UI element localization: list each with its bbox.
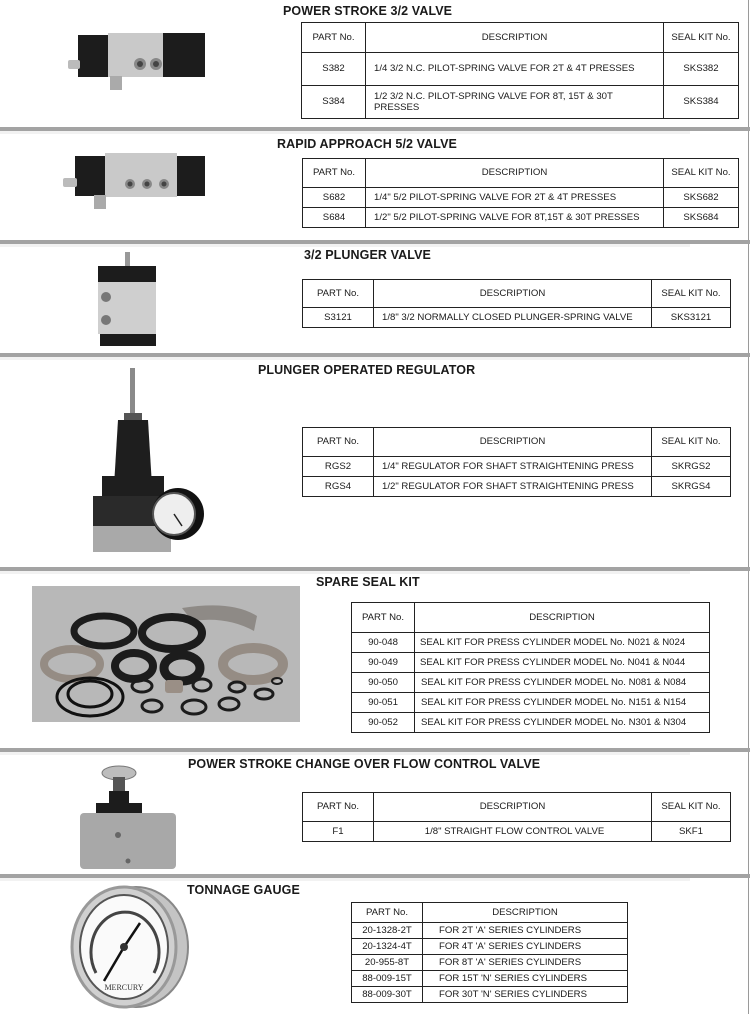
description-cell: 1/4" 5/2 PILOT-SPRING VALVE FOR 2T & 4T PRESSES bbox=[366, 188, 664, 208]
seal-kit-cell: SKS3121 bbox=[652, 308, 731, 328]
description-cell: FOR 4T 'A' SERIES CYLINDERS bbox=[423, 939, 628, 955]
plunger-valve-photo bbox=[92, 252, 162, 352]
seal-kit-table bbox=[351, 602, 710, 733]
description-cell: SEAL KIT FOR PRESS CYLINDER MODEL No. N081 & N084 bbox=[415, 673, 710, 693]
section-title: SPARE SEAL KIT bbox=[316, 575, 420, 589]
pressure-gauge-photo bbox=[66, 885, 191, 1010]
description-cell: 1/4" REGULATOR FOR SHAFT STRAIGHTENING PRESS bbox=[374, 457, 652, 477]
section-title: PLUNGER OPERATED REGULATOR bbox=[258, 363, 476, 377]
section-title: TONNAGE GAUGE bbox=[187, 883, 300, 897]
section-divider bbox=[0, 567, 750, 571]
tonnage-gauge-table bbox=[351, 902, 628, 1003]
description-cell: FOR 2T 'A' SERIES CYLINDERS bbox=[423, 923, 628, 939]
table-row bbox=[303, 477, 731, 497]
pilot-valve-3-2-photo bbox=[68, 30, 208, 100]
header-seal-kit: SEAL KIT No. bbox=[652, 280, 731, 308]
header-description: DESCRIPTION bbox=[366, 23, 664, 53]
part-no-cell: 88-009-30T bbox=[352, 987, 423, 1003]
seal-kit-cell: SKF1 bbox=[652, 822, 731, 842]
header-part-no: PART No. bbox=[352, 903, 423, 923]
seal-kit-photo bbox=[32, 586, 300, 722]
header-part-no: PART No. bbox=[303, 159, 366, 188]
section-divider bbox=[0, 127, 750, 131]
part-no-cell: S3121 bbox=[303, 308, 374, 328]
table-row bbox=[352, 693, 710, 713]
part-no-cell: RGS4 bbox=[303, 477, 374, 497]
part-no-cell: RGS2 bbox=[303, 457, 374, 477]
header-description: DESCRIPTION bbox=[374, 280, 652, 308]
table-row bbox=[352, 713, 710, 733]
flow-control-valve-photo bbox=[78, 765, 178, 870]
table-row bbox=[303, 457, 731, 477]
header-part-no: PART No. bbox=[303, 280, 374, 308]
section-title: RAPID APPROACH 5/2 VALVE bbox=[277, 137, 457, 151]
part-no-cell: 20-1324-4T bbox=[352, 939, 423, 955]
product-table bbox=[302, 792, 731, 842]
product-table bbox=[301, 22, 739, 119]
header-description: DESCRIPTION bbox=[374, 428, 652, 457]
description-cell: SEAL KIT FOR PRESS CYLINDER MODEL No. N301 & N304 bbox=[415, 713, 710, 733]
header-description: DESCRIPTION bbox=[415, 603, 710, 633]
description-cell: FOR 15T 'N' SERIES CYLINDERS bbox=[423, 971, 628, 987]
header-part-no: PART No. bbox=[303, 793, 374, 822]
header-seal-kit: SEAL KIT No. bbox=[652, 793, 731, 822]
part-no-cell: 90-048 bbox=[352, 633, 415, 653]
seal-kit-cell: SKS682 bbox=[664, 188, 739, 208]
header-part-no: PART No. bbox=[303, 428, 374, 457]
table-row bbox=[303, 822, 731, 842]
description-cell: 1/2" REGULATOR FOR SHAFT STRAIGHTENING PRESS bbox=[374, 477, 652, 497]
table-row bbox=[303, 208, 739, 228]
seal-kit-cell: SKRGS4 bbox=[652, 477, 731, 497]
regulator-photo bbox=[90, 368, 215, 553]
table-row bbox=[352, 633, 710, 653]
seal-kit-cell: SKS684 bbox=[664, 208, 739, 228]
part-no-cell: 90-052 bbox=[352, 713, 415, 733]
part-no-cell: 88-009-15T bbox=[352, 971, 423, 987]
header-description: DESCRIPTION bbox=[374, 793, 652, 822]
description-cell: 1/4 3/2 N.C. PILOT-SPRING VALVE FOR 2T & 4T PRESSES bbox=[366, 53, 664, 86]
part-no-cell: 90-051 bbox=[352, 693, 415, 713]
header-seal-kit: SEAL KIT No. bbox=[664, 23, 739, 53]
part-no-cell: S384 bbox=[302, 86, 366, 119]
header-part-no: PART No. bbox=[352, 603, 415, 633]
section-divider bbox=[0, 240, 750, 244]
part-no-cell: S382 bbox=[302, 53, 366, 86]
part-no-cell: S682 bbox=[303, 188, 366, 208]
seal-kit-cell: SKRGS2 bbox=[652, 457, 731, 477]
part-no-cell: F1 bbox=[303, 822, 374, 842]
header-seal-kit: SEAL KIT No. bbox=[664, 159, 739, 188]
section-divider bbox=[0, 353, 750, 357]
part-no-cell: 20-1328-2T bbox=[352, 923, 423, 939]
table-row bbox=[352, 987, 628, 1003]
page-edge-line bbox=[748, 0, 749, 1014]
table-row bbox=[303, 308, 731, 328]
header-seal-kit: SEAL KIT No. bbox=[652, 428, 731, 457]
seal-kit-cell: SKS384 bbox=[664, 86, 739, 119]
part-no-cell: S684 bbox=[303, 208, 366, 228]
table-row bbox=[303, 188, 739, 208]
description-cell: 1/2" 5/2 PILOT-SPRING VALVE FOR 8T,15T & 30T PRESSES bbox=[366, 208, 664, 228]
header-description: DESCRIPTION bbox=[366, 159, 664, 188]
product-table bbox=[302, 158, 739, 228]
part-no-cell: 90-049 bbox=[352, 653, 415, 673]
description-cell: FOR 30T 'N' SERIES CYLINDERS bbox=[423, 987, 628, 1003]
seal-kit-cell: SKS382 bbox=[664, 53, 739, 86]
part-no-cell: 90-050 bbox=[352, 673, 415, 693]
table-row bbox=[352, 971, 628, 987]
description-cell: SEAL KIT FOR PRESS CYLINDER MODEL No. N021 & N024 bbox=[415, 633, 710, 653]
section-title: 3/2 PLUNGER VALVE bbox=[304, 248, 431, 262]
section-divider bbox=[0, 874, 750, 878]
description-cell: SEAL KIT FOR PRESS CYLINDER MODEL No. N151 & N154 bbox=[415, 693, 710, 713]
product-table bbox=[302, 279, 731, 328]
description-cell: 1/8" 3/2 NORMALLY CLOSED PLUNGER-SPRING VALVE bbox=[374, 308, 652, 328]
gauge-brand-text: MERCURY bbox=[104, 983, 144, 992]
pilot-valve-5-2-photo bbox=[60, 150, 210, 215]
section-divider bbox=[0, 748, 750, 752]
description-cell: 1/8" STRAIGHT FLOW CONTROL VALVE bbox=[374, 822, 652, 842]
table-row bbox=[302, 53, 739, 86]
header-description: DESCRIPTION bbox=[423, 903, 628, 923]
product-table bbox=[302, 427, 731, 497]
description-cell: 1/2 3/2 N.C. PILOT-SPRING VALVE FOR 8T, 15T & 30T PRESSES bbox=[366, 86, 664, 119]
table-row bbox=[352, 923, 628, 939]
section-title: POWER STROKE 3/2 VALVE bbox=[283, 4, 453, 18]
section-title: POWER STROKE CHANGE OVER FLOW CONTROL VALVE bbox=[188, 757, 541, 771]
description-cell: FOR 8T 'A' SERIES CYLINDERS bbox=[423, 955, 628, 971]
part-no-cell: 20-955-8T bbox=[352, 955, 423, 971]
description-cell: SEAL KIT FOR PRESS CYLINDER MODEL No. N041 & N044 bbox=[415, 653, 710, 673]
table-row bbox=[352, 955, 628, 971]
table-row bbox=[352, 673, 710, 693]
table-row bbox=[352, 653, 710, 673]
table-row bbox=[302, 86, 739, 119]
table-row bbox=[352, 939, 628, 955]
header-part-no: PART No. bbox=[302, 23, 366, 53]
